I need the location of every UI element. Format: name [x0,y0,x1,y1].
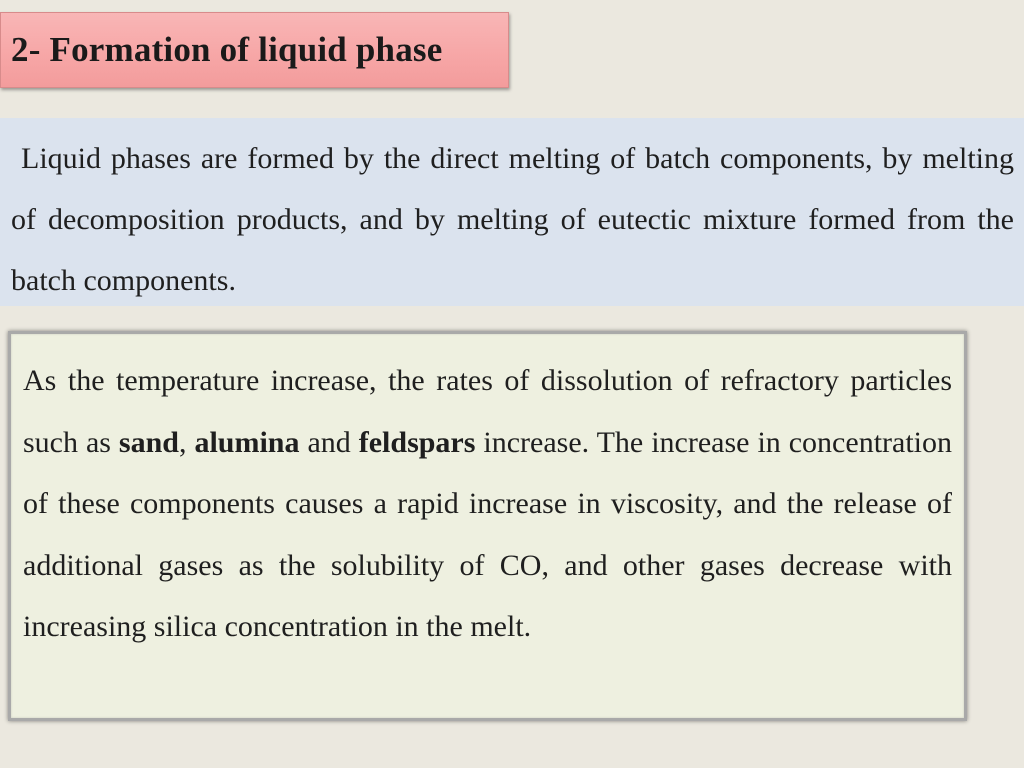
detail-separator-1: , [178,425,195,459]
term-feldspars: feldspars [358,425,476,459]
slide-title: 2- Formation of liquid phase [11,30,443,69]
term-alumina: alumina [194,425,300,459]
intro-paragraph: Liquid phases are formed by the direct melting of batch components, by melting of decomposition products, and by melting of eutectic mixture formed from the batch components. [11,142,1014,297]
detail-paragraph [23,350,952,658]
detail-text-part1: As the temperature increase, the rates of dissolution of refractory particles such as [23,364,952,459]
detail-box [8,331,967,721]
title-box [0,12,509,88]
detail-separator-2: and [299,425,359,459]
term-sand: sand [118,425,179,459]
detail-text-part2: increase. The increase in concentration of these components causes a rapid increase in viscosity, and the release of additional gases as the solubility of CO, and other gases decrease with increasing silica concentration in the melt. [23,425,953,643]
